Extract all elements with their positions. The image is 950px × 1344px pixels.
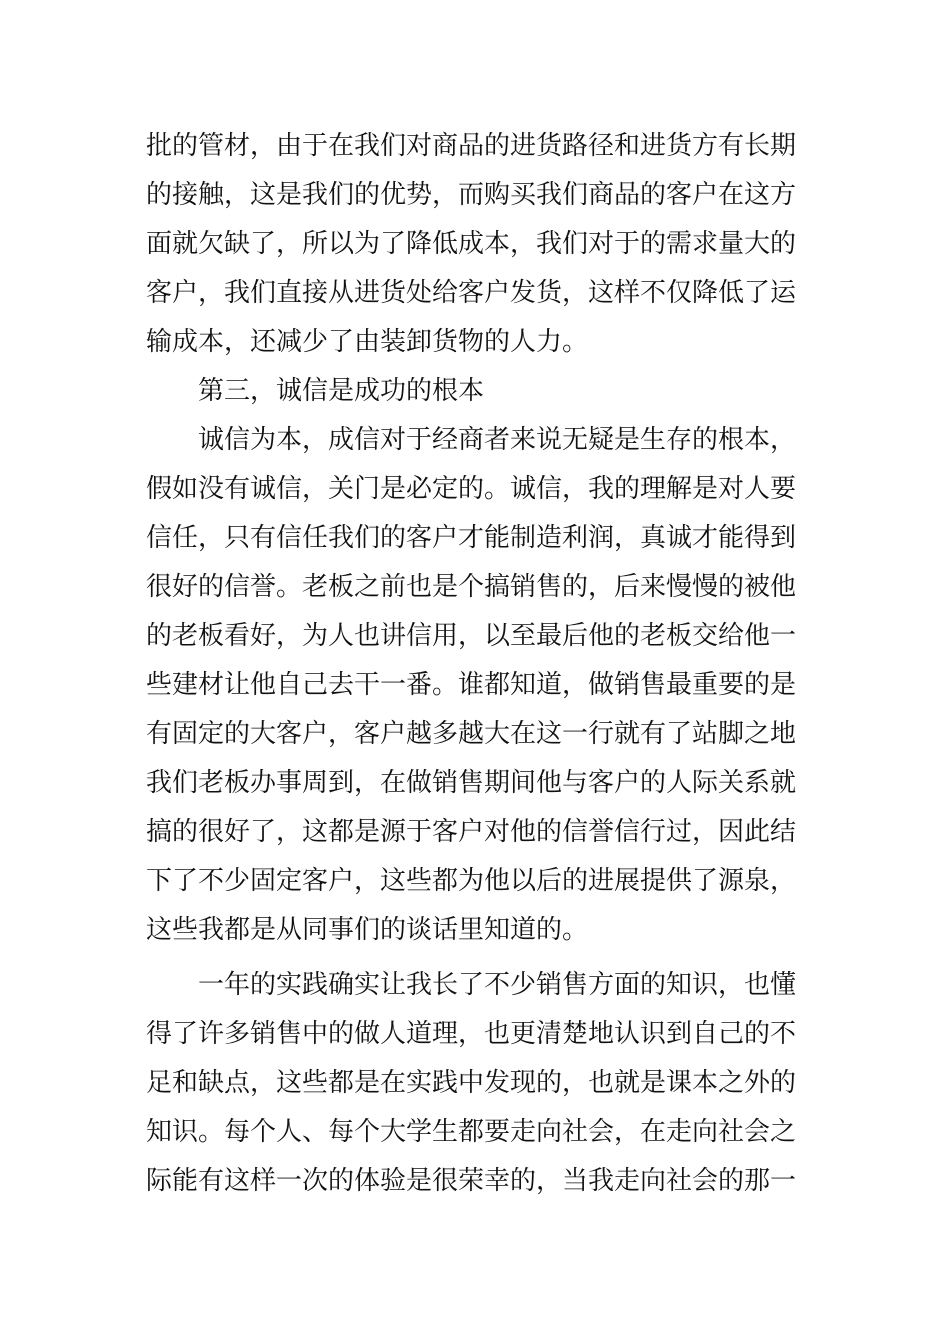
text-line: 这些我都是从同事们的谈话里知道的。: [146, 915, 589, 945]
text-line: 信任，只有信任我们的客户才能制造利润，真诚才能得到: [146, 523, 797, 553]
text-line: 有固定的大客户，客户越多越大在这一行就有了站脚之地: [146, 719, 797, 749]
section-heading: 第三，诚信是成功的根本: [198, 376, 485, 406]
text-line: 知识。每个人、每个大学生都要走向社会，在走向社会之: [146, 1117, 797, 1147]
document-body: [146, 122, 810, 1206]
text-line: 我们老板办事周到，在做销售期间他与客户的人际关系就: [146, 768, 797, 798]
text-line: 一年的实践确实让我长了不少销售方面的知识，也懂: [198, 970, 797, 1000]
text-line: 的接触，这是我们的优势，而购买我们商品的客户在这方: [146, 180, 797, 210]
text-line: 下了不少固定客户，这些都为他以后的进展提供了源泉，: [146, 866, 797, 896]
paragraph-4: [146, 961, 810, 1206]
paragraph-1: [146, 122, 810, 367]
text-line: 得了许多销售中的做人道理，也更清楚地认识到自己的不: [146, 1019, 797, 1049]
text-line: 批的管材，由于在我们对商品的进货路径和进货方有长期: [146, 131, 797, 161]
text-line: 足和缺点，这些都是在实践中发现的，也就是课本之外的: [146, 1068, 797, 1098]
text-line: 输成本，还减少了由装卸货物的人力。: [146, 327, 589, 357]
paragraph-2-heading: [146, 367, 810, 416]
paragraph-3: [146, 416, 810, 955]
text-line: 际能有这样一次的体验是很荣幸的，当我走向社会的那一: [146, 1166, 797, 1196]
text-line: 搞的很好了，这都是源于客户对他的信誉信行过，因此结: [146, 817, 797, 847]
text-line: 假如没有诚信，关门是必定的。诚信，我的理解是对人要: [146, 474, 797, 504]
text-line: 客户，我们直接从进货处给客户发货，这样不仅降低了运: [146, 278, 797, 308]
text-line: 诚信为本，成信对于经商者来说无疑是生存的根本，: [198, 425, 797, 455]
text-line: 很好的信誉。老板之前也是个搞销售的，后来慢慢的被他: [146, 572, 797, 602]
text-line: 些建材让他自己去干一番。谁都知道，做销售最重要的是: [146, 670, 797, 700]
text-line: 的老板看好，为人也讲信用，以至最后他的老板交给他一: [146, 621, 797, 651]
text-line: 面就欠缺了，所以为了降低成本，我们对于的需求量大的: [146, 229, 797, 259]
